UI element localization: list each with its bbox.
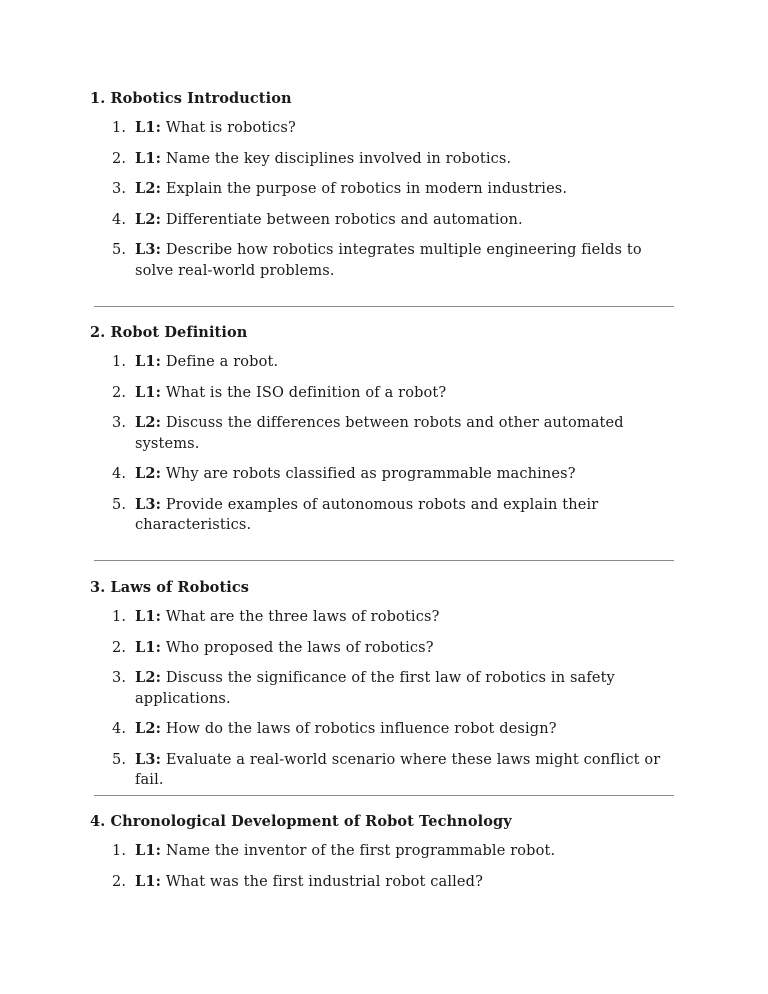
question-number: 5.: [112, 496, 127, 513]
question-item: [90, 352, 680, 373]
level-label: L1:: [135, 353, 162, 370]
question-item: [90, 668, 680, 709]
level-label: L2:: [135, 210, 162, 228]
question-number: 3.: [112, 181, 127, 197]
level-label: L2:: [135, 669, 162, 686]
section-robot-definition: [90, 324, 680, 546]
section-divider: [94, 560, 674, 561]
question-text: Provide examples of autonomous robots and explain their characteristics.: [135, 496, 599, 533]
question-list: [90, 607, 680, 791]
question-item: [90, 118, 680, 139]
question-item: [90, 607, 680, 628]
question-number: 1.: [112, 120, 127, 136]
question-number: 3.: [112, 415, 127, 431]
level-label: L1:: [135, 119, 162, 136]
question-number: 2.: [112, 150, 127, 167]
section-title: 3. Laws of Robotics: [90, 579, 250, 596]
question-text: What are the three laws of robotics?: [161, 609, 440, 625]
level-label: L1:: [135, 842, 162, 859]
section-chronological-development: [90, 813, 680, 902]
question-text: Evaluate a real-world scenario where these laws might conflict or fail.: [135, 751, 661, 788]
question-list: [90, 352, 680, 536]
question-item: [90, 383, 680, 404]
level-label: L1:: [135, 149, 162, 167]
question-number: 5.: [112, 751, 127, 768]
question-text: Name the key disciplines involved in robotics.: [161, 150, 512, 167]
level-label: L3:: [135, 495, 162, 513]
section-robotics-introduction: [90, 90, 680, 291]
level-label: L2:: [135, 465, 162, 482]
question-item: [90, 240, 680, 281]
question-item: [90, 464, 680, 485]
section-title: 1. Robotics Introduction: [90, 90, 292, 107]
question-text: Why are robots classified as programmable machines?: [161, 466, 576, 482]
question-item: [90, 719, 680, 740]
question-item: [90, 872, 680, 893]
level-label: L1:: [135, 608, 162, 625]
question-item: [90, 638, 680, 659]
level-label: L1:: [135, 638, 162, 656]
question-text: Differentiate between robotics and automation.: [161, 211, 523, 228]
question-text: Define a robot.: [161, 354, 279, 370]
question-item: [90, 149, 680, 170]
question-number: 5.: [112, 242, 127, 258]
level-label: L2:: [135, 180, 162, 197]
level-label: L2:: [135, 414, 162, 431]
question-number: 4.: [112, 466, 127, 482]
section-divider: [94, 795, 674, 796]
question-text: Explain the purpose of robotics in modern industries.: [161, 181, 568, 197]
question-number: 1.: [112, 354, 127, 370]
question-number: 2.: [112, 384, 127, 401]
level-label: L1:: [135, 383, 162, 401]
question-text: Name the inventor of the first programmable robot.: [161, 843, 556, 859]
question-text: What is robotics?: [161, 120, 296, 136]
section-divider: [94, 306, 674, 307]
section-title: 4. Chronological Development of Robot Technology: [90, 813, 512, 830]
question-item: [90, 495, 680, 536]
question-number: 4.: [112, 211, 127, 228]
question-number: 1.: [112, 843, 127, 859]
question-item: [90, 413, 680, 454]
question-number: 3.: [112, 670, 127, 686]
question-text: How do the laws of robotics influence robot design?: [161, 721, 557, 737]
question-number: 2.: [112, 639, 127, 656]
section-title: 2. Robot Definition: [90, 324, 248, 341]
question-text: What is the ISO definition of a robot?: [161, 384, 447, 401]
question-item: [90, 841, 680, 862]
question-text: Who proposed the laws of robotics?: [161, 639, 434, 656]
question-text: Discuss the differences between robots and other automated systems.: [135, 415, 624, 452]
question-number: 4.: [112, 721, 127, 737]
question-text: Describe how robotics integrates multiple engineering fields to solve real-world problems.: [135, 242, 642, 279]
question-item: [90, 750, 680, 791]
section-laws-of-robotics: [90, 579, 680, 801]
level-label: L2:: [135, 720, 162, 737]
level-label: L1:: [135, 872, 162, 890]
question-item: [90, 210, 680, 231]
question-number: 1.: [112, 609, 127, 625]
question-number: 2.: [112, 873, 127, 890]
level-label: L3:: [135, 241, 162, 258]
level-label: L3:: [135, 750, 162, 768]
question-text: Discuss the significance of the first law of robotics in safety applications.: [135, 670, 615, 707]
question-text: What was the first industrial robot called?: [161, 873, 484, 890]
question-item: [90, 179, 680, 200]
question-list: [90, 841, 680, 892]
question-list: [90, 118, 680, 281]
